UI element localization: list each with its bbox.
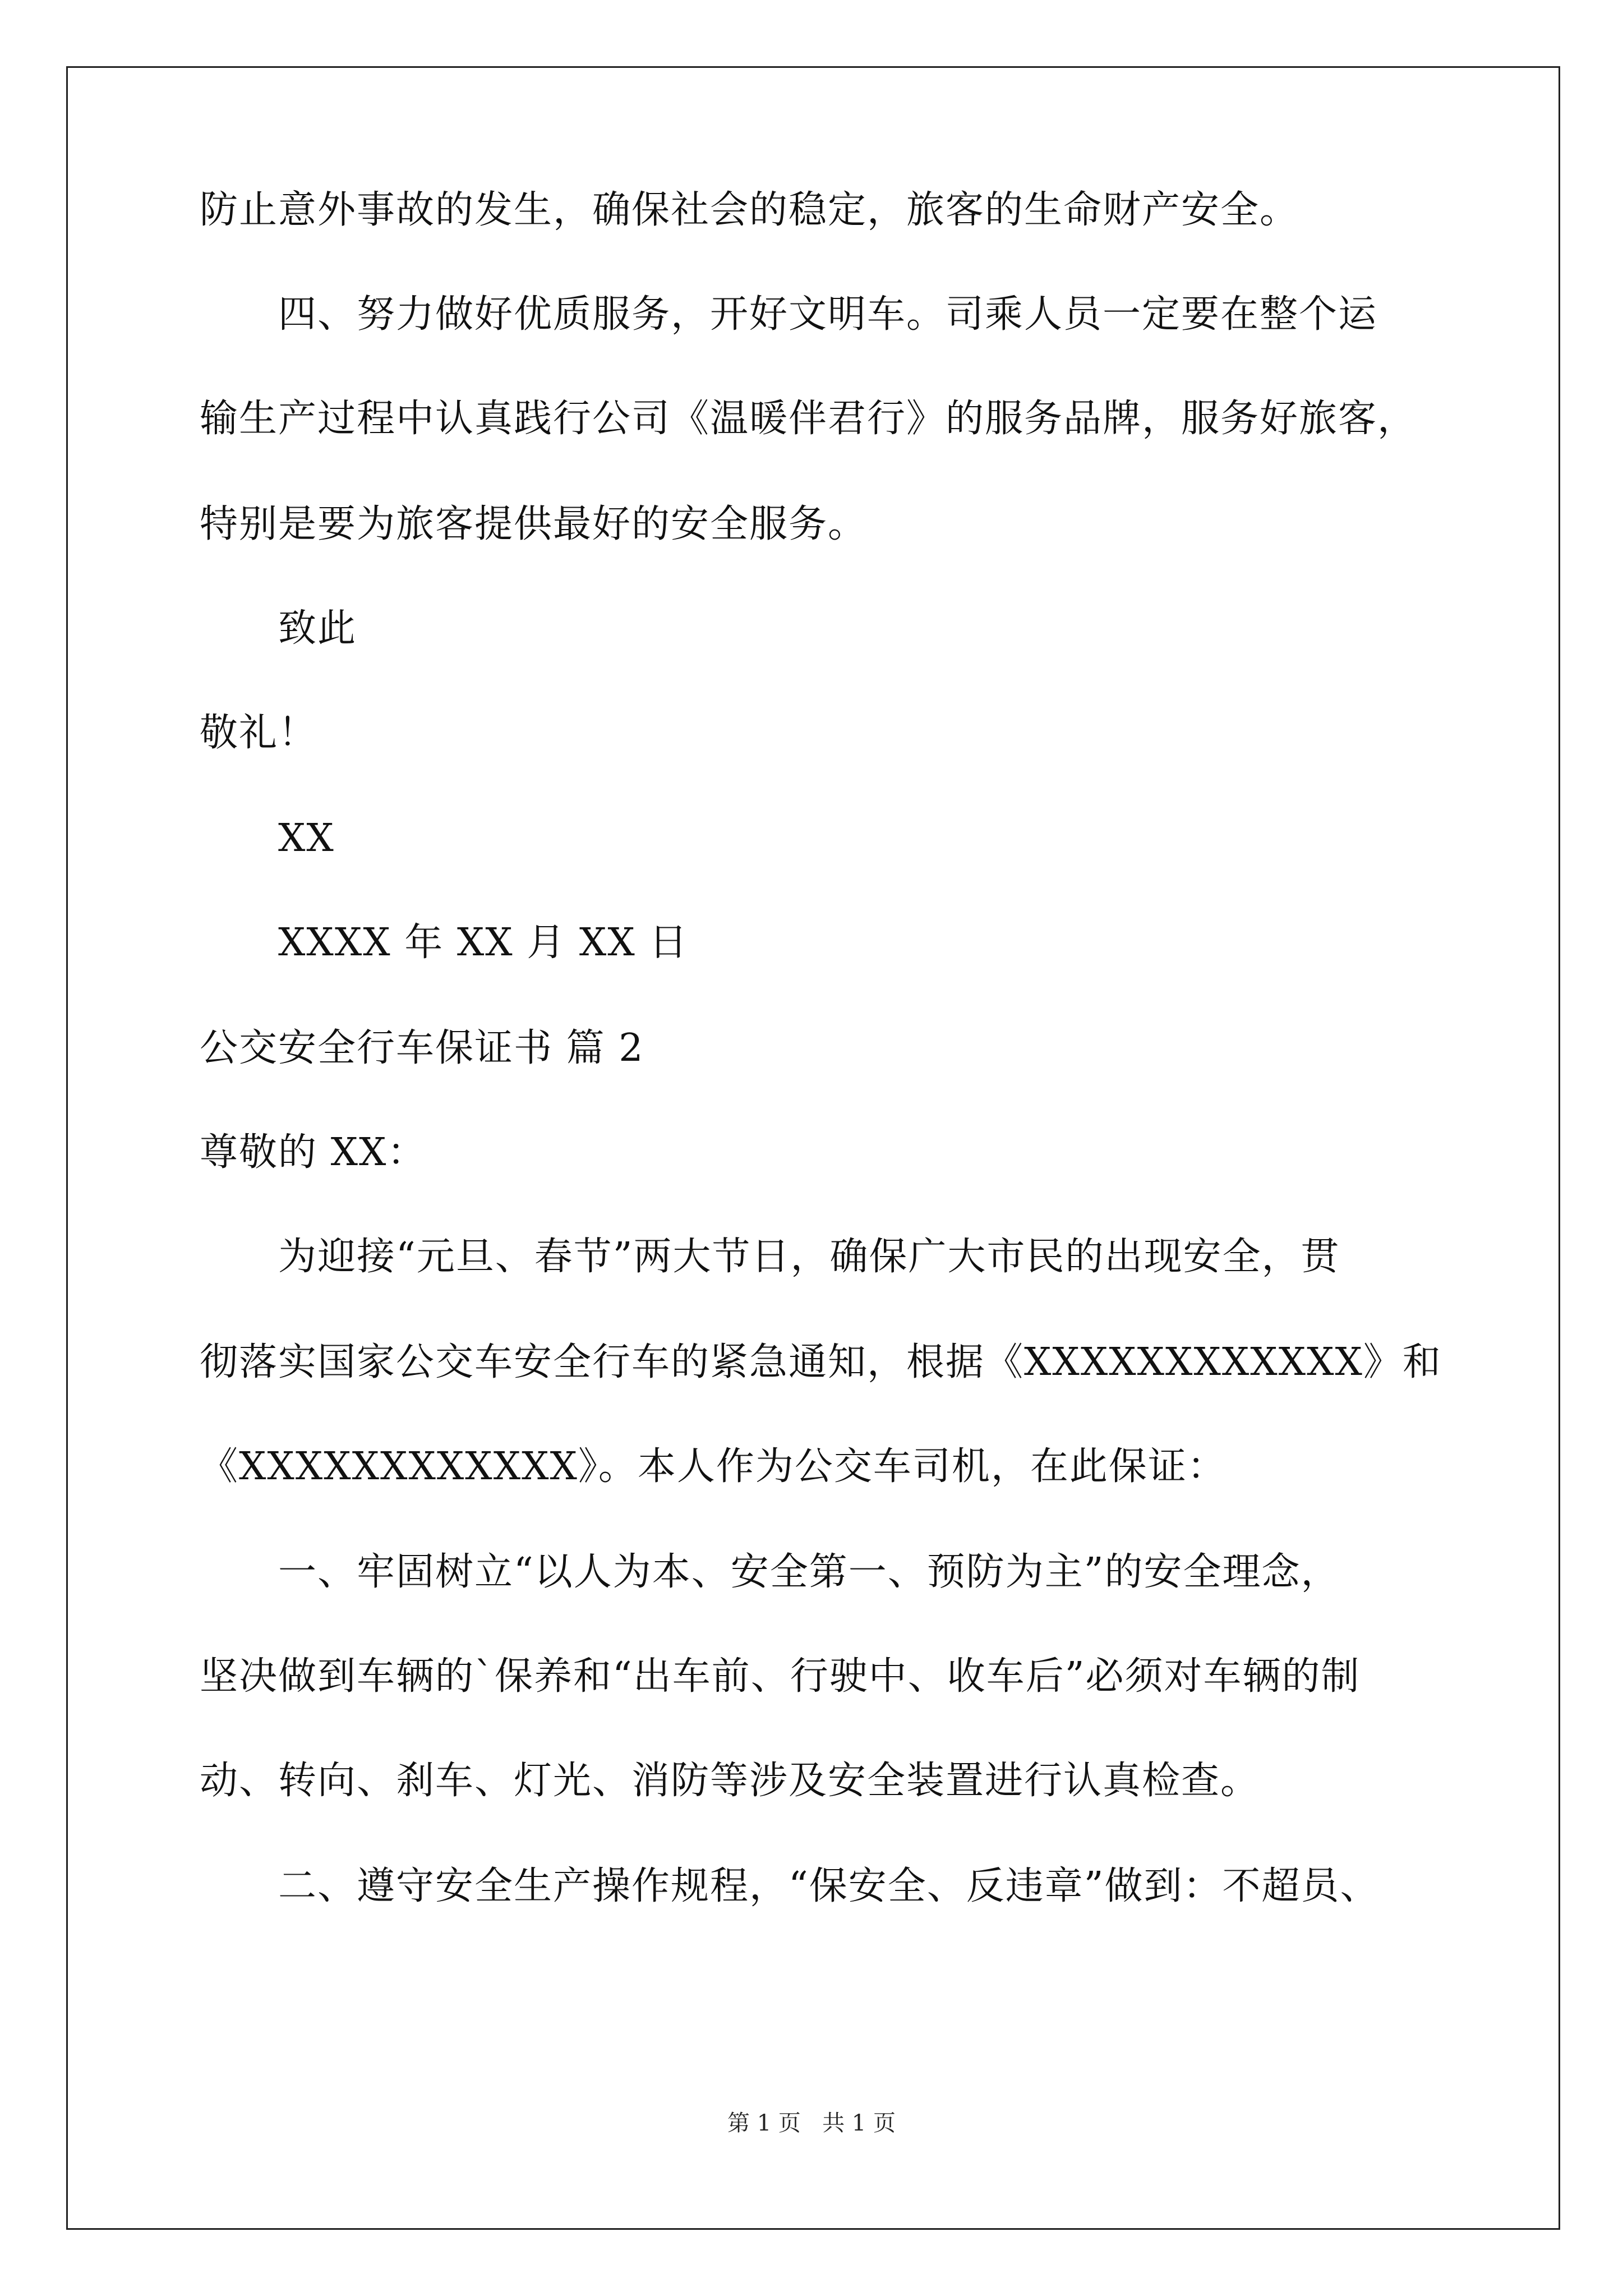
salutation-regards: 敬礼！ <box>200 711 318 755</box>
text-line: 输生产过程中认真践行公司《温暖伴君行》的服务品牌，服务好旅客， <box>200 397 1417 441</box>
text-line: 彻落实国家公交车安全行车的紧急通知，根据《XXXXXXXXXXXX》和 <box>200 1340 1442 1384</box>
section-heading: 公交安全行车保证书 篇 2 <box>200 1026 644 1070</box>
text-line: 动、转向、刹车、灯光、消防等涉及安全装置进行认真检查。 <box>200 1759 1260 1803</box>
signature-name: XX <box>278 816 335 861</box>
text-line: 《XXXXXXXXXXXX》。本人作为公交车司机，在此保证： <box>200 1444 1227 1489</box>
signature-date: XXXX 年 XX 月 XX 日 <box>278 921 689 965</box>
text-line: 防止意外事故的发生，确保社会的稳定，旅客的生命财产安全。 <box>200 188 1299 232</box>
text-line: 坚决做到车辆的`保养和“出车前、行驶中、收车后”必须对车辆的制 <box>200 1654 1361 1699</box>
text-line: 为迎接“元旦、春节”两大节日，确保广大市民的出现安全，贯 <box>278 1235 1340 1279</box>
text-line: 一、牢固树立“以人为本、安全第一、预防为主”的安全理念， <box>278 1550 1340 1594</box>
text-line: 特别是要为旅客提供最好的安全服务。 <box>200 502 868 546</box>
page-footer: 第 1 页 共 1 页 <box>727 2110 896 2136</box>
text-line: 四、努力做好优质服务，开好文明车。司乘人员一定要在整个运 <box>278 292 1378 337</box>
text-line: 二、遵守安全生产操作规程，“保安全、反违章”做到：不超员、 <box>278 1864 1380 1908</box>
salutation-closing: 致此 <box>278 606 357 651</box>
addressee-line: 尊敬的 XX： <box>200 1130 427 1175</box>
